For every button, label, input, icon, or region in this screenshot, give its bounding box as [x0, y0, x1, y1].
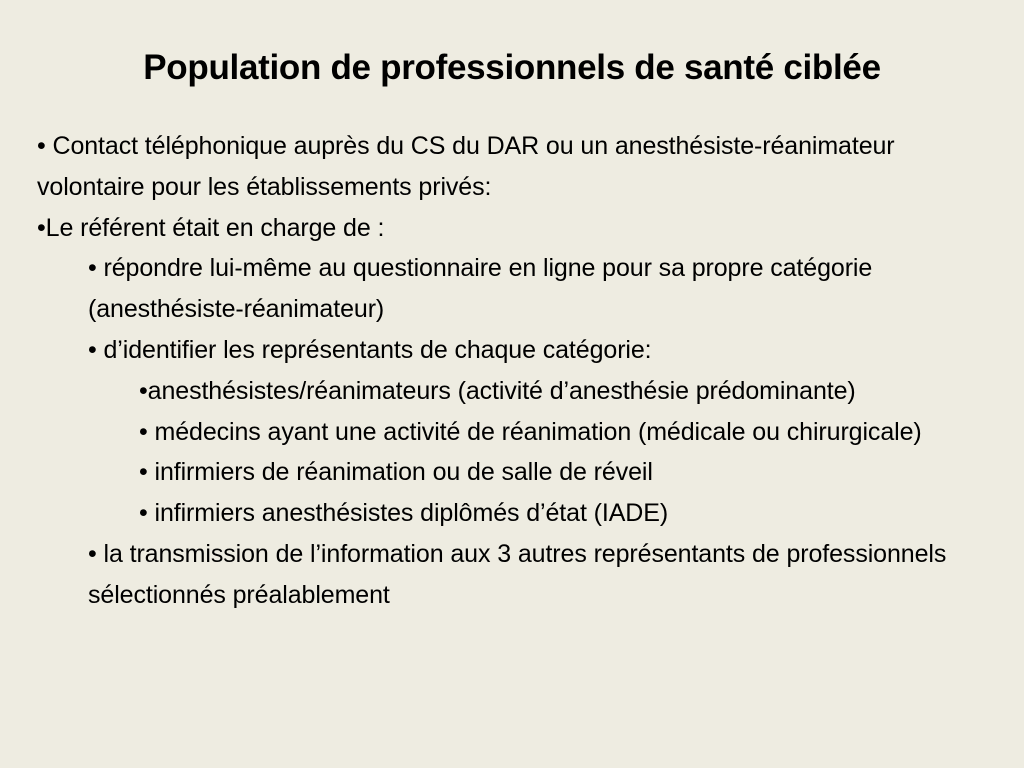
bullet-contact: • Contact téléphonique auprès du CS du DAR ou un anesthésiste-réanimateur volontaire pour les établissements privés:	[37, 132, 895, 201]
bullet-identifier: • d’identifier les représentants de chaque catégorie:	[88, 335, 652, 364]
bullet-anesthesistes: •anesthésistes/réanimateurs (activité d’anesthésie prédominante)	[139, 376, 856, 405]
bullet-repondre: • répondre lui-même au questionnaire en ligne pour sa propre catégorie (anesthésiste-réanimateur)	[88, 254, 873, 324]
slide-body	[37, 126, 997, 616]
bullet-iade: • infirmiers anesthésistes diplômés d’état (IADE)	[139, 499, 669, 528]
bullet-referent: •Le référent était en charge de :	[37, 213, 385, 242]
bullet-medecins: • médecins ayant une activité de réanimation (médicale ou chirurgicale)	[139, 417, 922, 446]
bullet-transmission: • la transmission de l’information aux 3 autres représentants de professionnels sélectionnés préalablement	[88, 539, 947, 609]
slide-title: Population de professionnels de santé ciblée	[143, 48, 881, 87]
bullet-infirmiers-reanimation: • infirmiers de réanimation ou de salle de réveil	[139, 458, 653, 487]
